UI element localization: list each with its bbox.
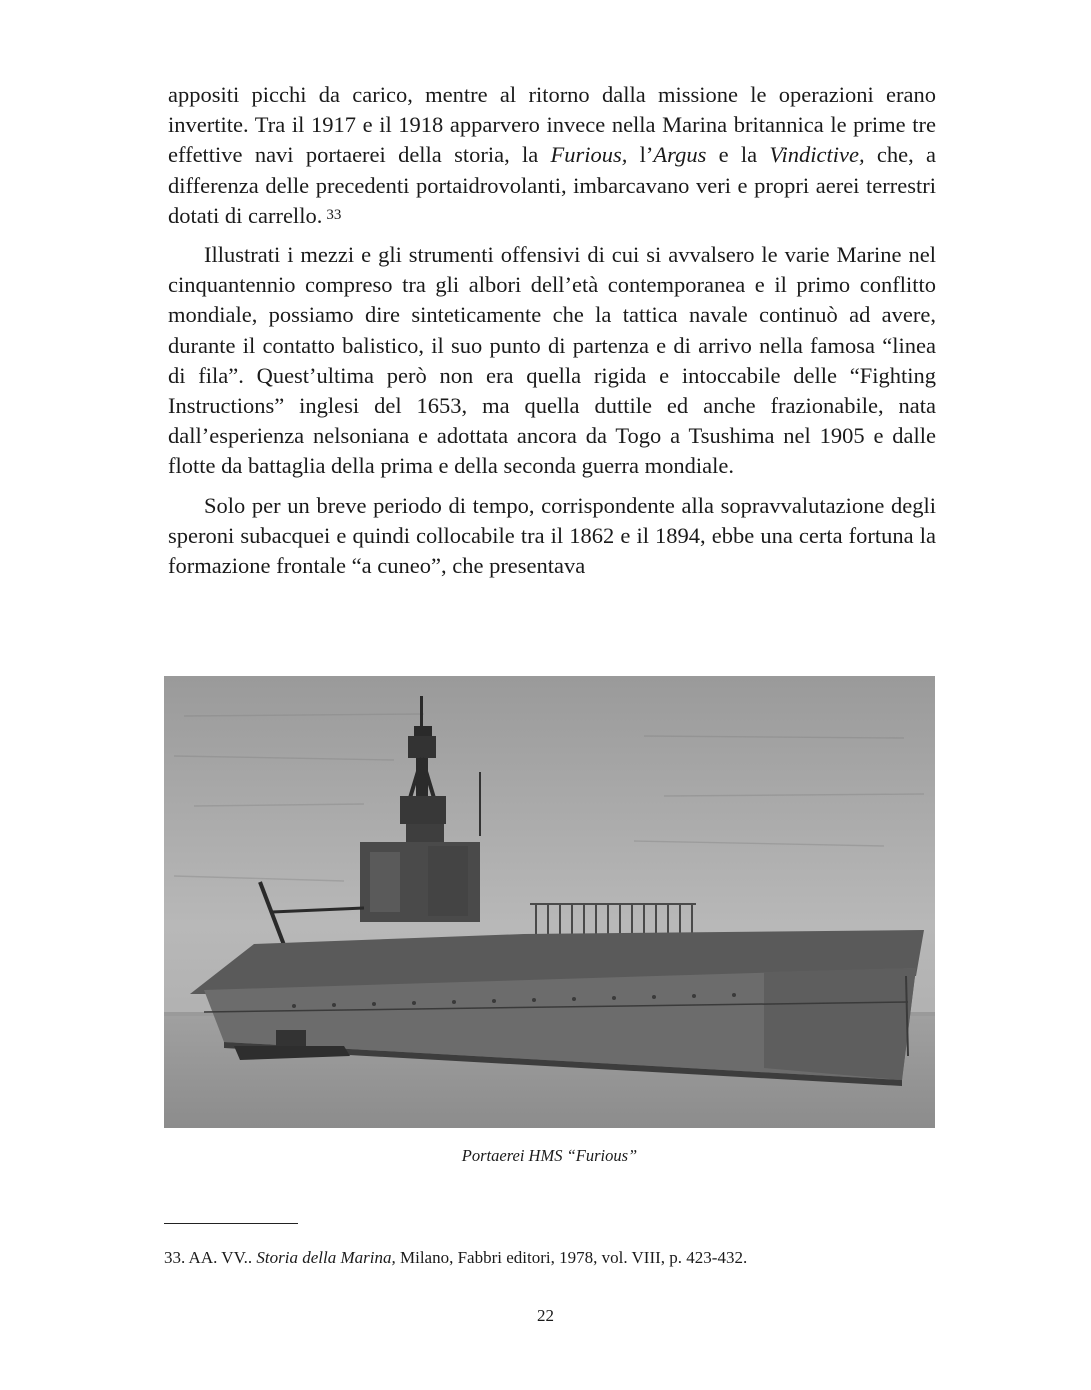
body-text bbox=[168, 80, 936, 590]
page-number: 22 bbox=[537, 1306, 554, 1325]
p1-text-1: appositi picchi da carico, mentre al ritorno dalla missione le operazioni erano invertite. Tra il 1917 e il 1918 apparvero invece nella Marina britannica le prime tre effettive navi portaerei della storia, la bbox=[168, 82, 936, 168]
footnote-title: Storia della Marina, bbox=[256, 1248, 396, 1267]
footnote-reference: 33 bbox=[326, 206, 342, 223]
p1-text-2: l’ bbox=[627, 142, 654, 168]
ship-photograph bbox=[164, 676, 935, 1128]
ship-name-argus: Argus bbox=[653, 142, 707, 168]
p1-text-4: che, a differenza delle precedenti portaidrovolanti, imbarcavano veri e propri aerei terrestri dotati di carrello. bbox=[168, 142, 936, 228]
footnote-details: Milano, Fabbri editori, 1978, vol. VIII, p. 423-432. bbox=[399, 1248, 748, 1267]
aircraft-carrier-illustration bbox=[164, 676, 935, 1128]
footnote bbox=[164, 1248, 747, 1268]
footnote-number: 33. AA. VV.. bbox=[164, 1248, 253, 1267]
ship-name-vindictive: Vindictive, bbox=[769, 142, 865, 168]
figure-caption: Portaerei HMS “Furious” bbox=[461, 1146, 638, 1165]
p1-text-3: e la bbox=[706, 142, 770, 168]
ship-name-furious: Furious, bbox=[550, 142, 628, 168]
paragraph-3: Solo per un breve periodo di tempo, corrispondente alla sopravvalutazione degli speroni subacquei e quindi collocabile tra il 1862 e il 1894, ebbe una certa fortuna la formazione frontale “a cuneo”, che presentava bbox=[168, 492, 936, 579]
paragraph-2: Illustrati i mezzi e gli strumenti offensivi di cui si avvalsero le varie Marine nel cinquantennio compreso tra gli albori dell’età contemporanea e il primo conflitto mondiale, possiamo dire sinteticamente che la tattica navale continuò ad avere, durante il contatto balistico, il suo punto di partenza e di arrivo nella famosa “linea di fila”. Quest’ultima però non era quella rigida e intoccabile delle “Fighting Instructions” inglesi del 1653, ma quella duttile ed anche frazionabile, nata dall’esperienza nelsoniana e adottata ancora da Togo a Tsushima nel 1905 e dalle flotte da battaglia della prima e della seconda guerra mondiale. bbox=[168, 242, 936, 479]
paragraph-1 bbox=[168, 80, 936, 231]
footnote-divider bbox=[164, 1223, 298, 1224]
